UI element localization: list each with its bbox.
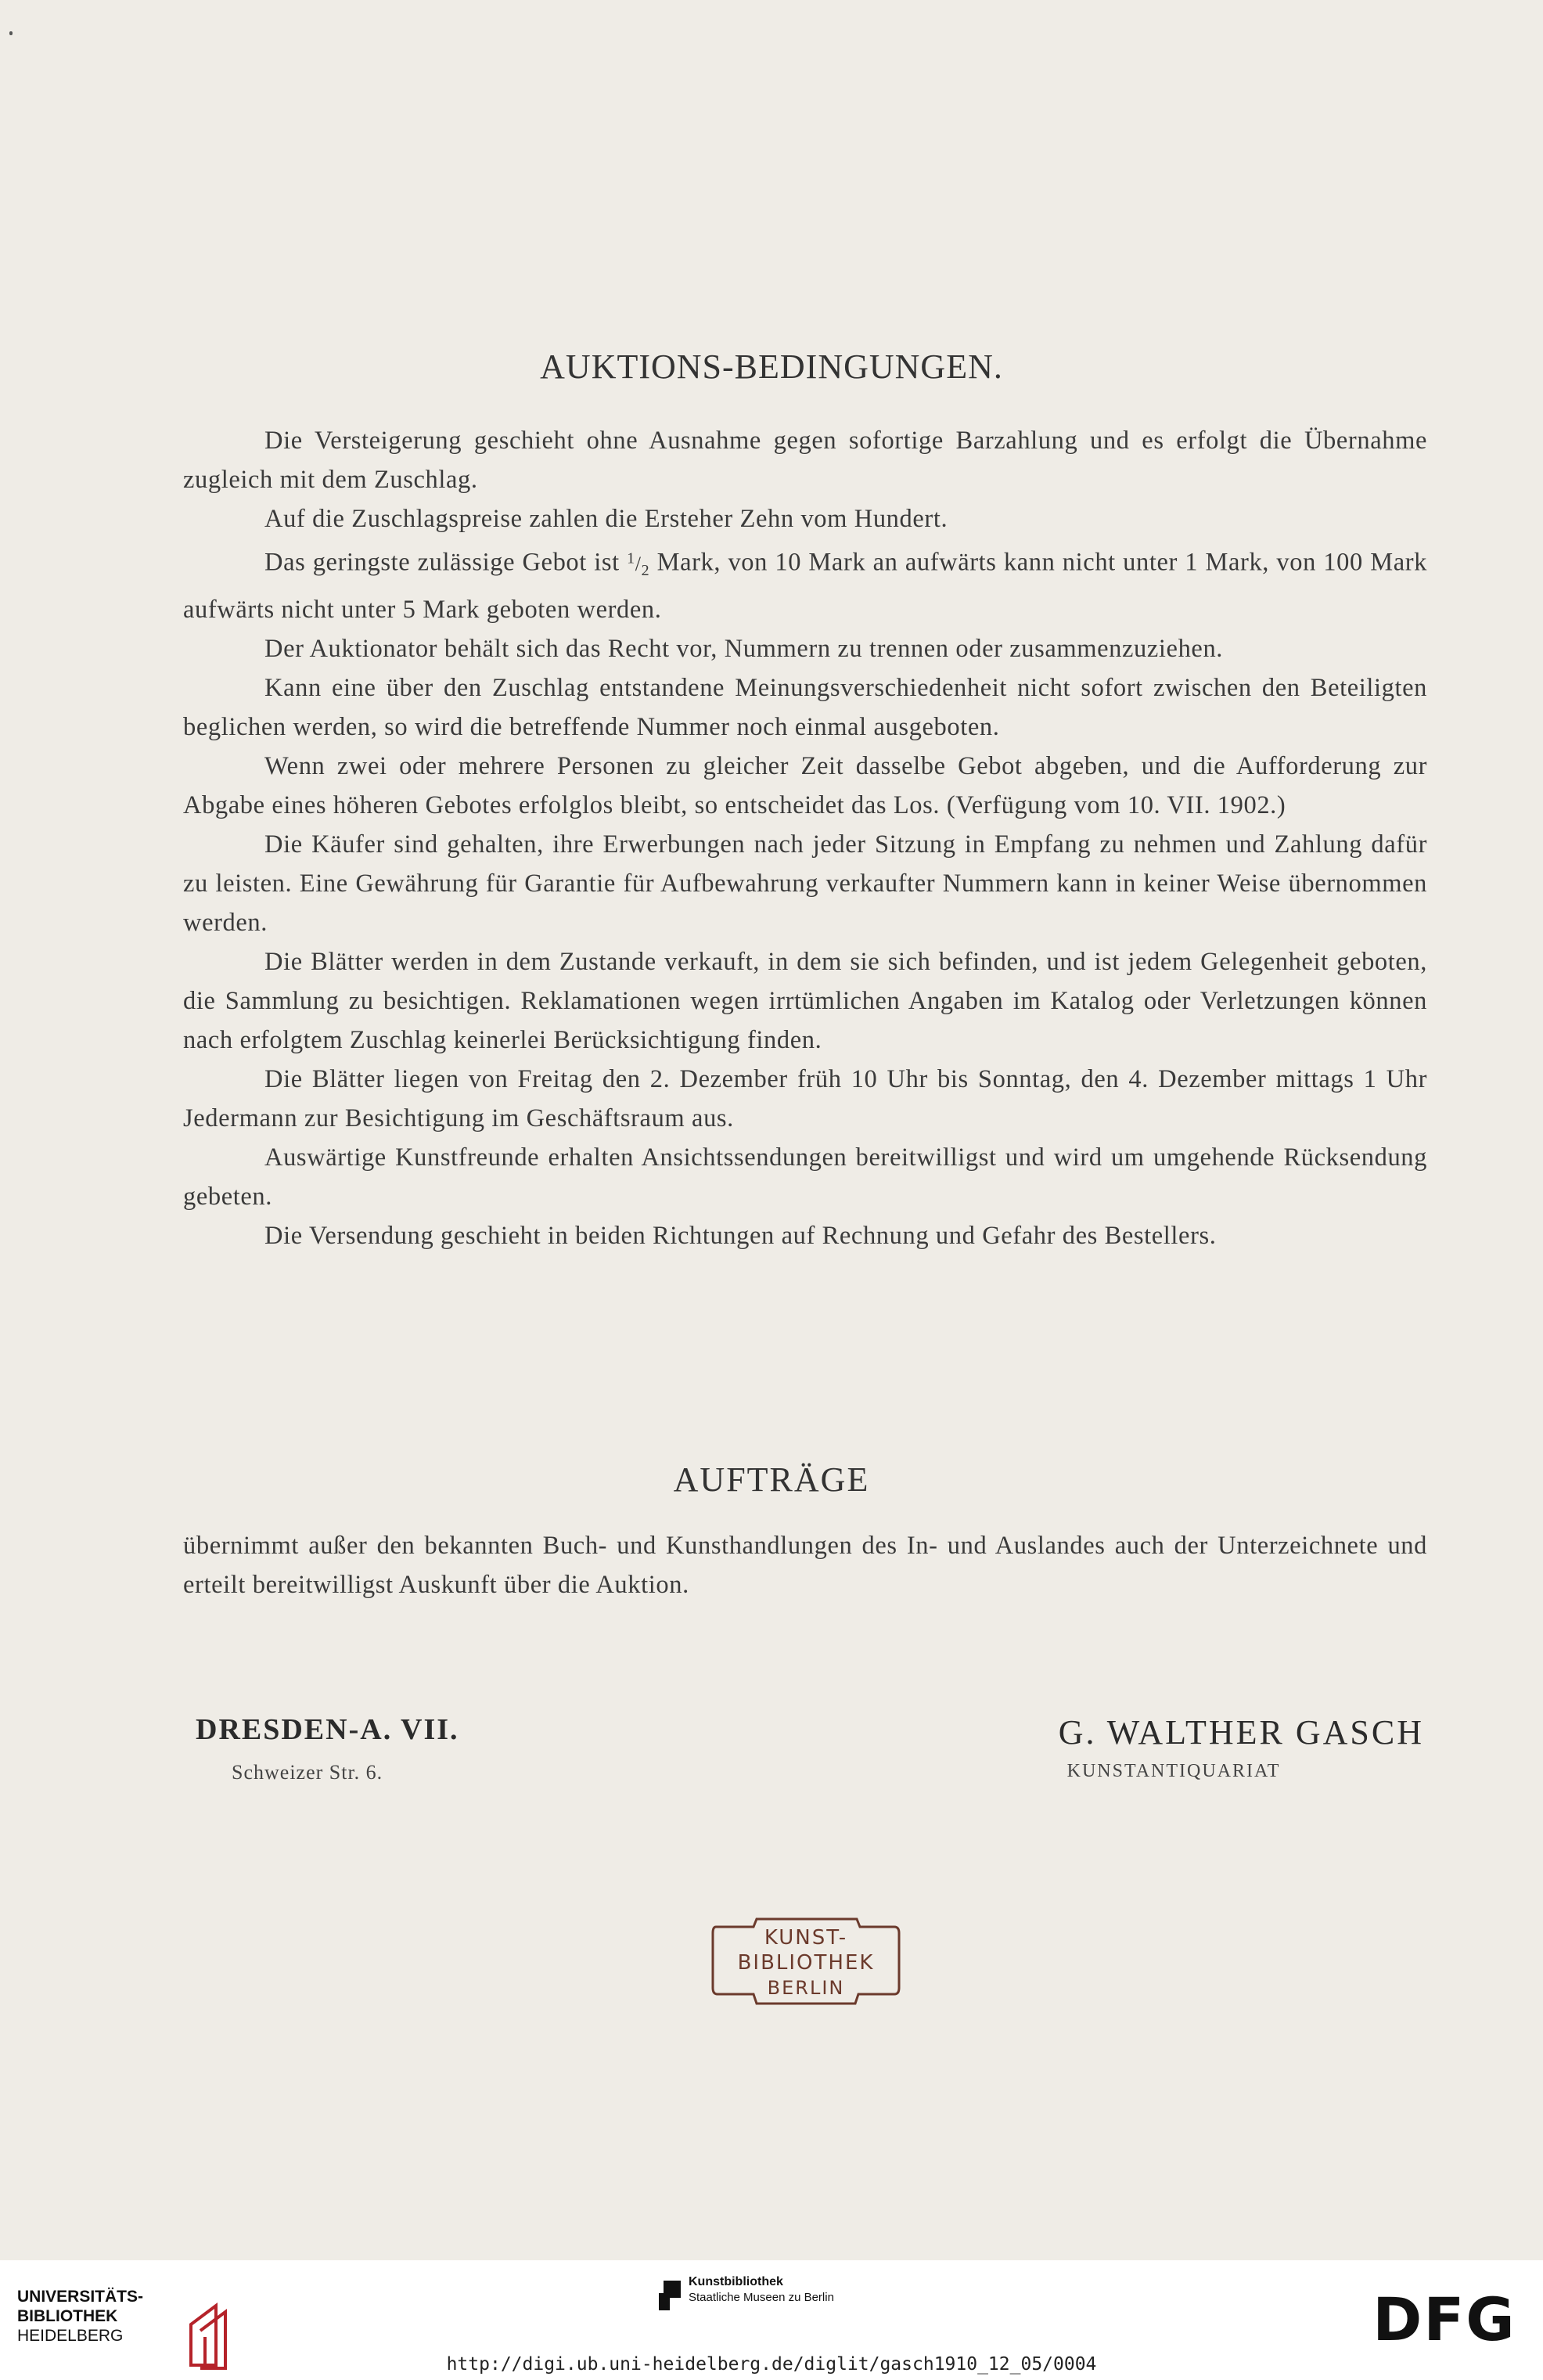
stamp-line-3: BERLIN	[767, 1977, 845, 1999]
svg-text:DFG: DFG	[1372, 2290, 1516, 2348]
scan-speck	[9, 31, 13, 35]
dfg-logo-icon[interactable]	[1368, 2290, 1521, 2348]
stamp-line-1: KUNST-	[764, 1926, 848, 1950]
paragraph-remote-buyers: Auswärtige Kunstfreunde erhalten Ansichtssendungen bereitwilligst und wird um umgehende Rücksendung gebeten.	[183, 1143, 1427, 1211]
paragraph-auctioneer-rights: Der Auktionator behält sich das Recht vor, Nummern zu trennen oder zusammenzuziehen.	[264, 634, 1224, 663]
paragraph-shipping: Die Versendung geschieht in beiden Richtungen auf Rechnung und Gefahr des Bestellers.	[264, 1221, 1217, 1250]
permalink-url[interactable]: http://digi.ub.uni-heidelberg.de/diglit/gasch1910_12_05/0004	[446, 2354, 1097, 2375]
kunstbibliothek-icon	[656, 2277, 684, 2313]
paragraph-disputes: Kann eine über den Zuschlag entstandene Meinungsverschiedenheit nicht sofort zwischen den Beteiligten beglichen werden, so wird die betreffende Nummer noch einmal ausgeboten.	[183, 673, 1427, 741]
paragraph-collection: Die Käufer sind gehalten, ihre Erwerbungen nach jeder Sitzung in Empfang zu nehmen und Zahlung dafür zu leisten. Eine Gewährung für Garantie für Aufbewahrung verkaufter Nummern kann in keiner Weise übernommen werden.	[183, 830, 1427, 937]
stamp-line-2: BIBLIOTHEK	[737, 1951, 875, 1975]
page-title: AUKTIONS-BEDINGUNGEN.	[540, 347, 1003, 386]
fraction-half: $^1/_2$	[627, 549, 650, 579]
paragraph-condition: Die Blätter werden in dem Zustande verkauft, in dem sie sich befinden, und ist jedem Gelegenheit geboten, die Sammlung zu besichtigen. Reklamationen wegen irrtümlichen Angaben im Katalog oder Verletzungen können nach erfolgtem Zuschlag keinerlei Berücksichtigung finden.	[183, 947, 1427, 1054]
ub-heidelberg-logo[interactable]: UNIVERSITÄTS- BIBLIOTHEK HEIDELBERG	[17, 2287, 221, 2357]
library-stamp	[708, 1913, 904, 2011]
paragraph-payment: Die Versteigerung geschieht ohne Ausnahme gegen sofortige Barzahlung und es erfolgt die Übernahme zugleich mit dem Zuschlag.	[183, 427, 1427, 494]
orders-text: übernimmt außer den bekannten Buch- und Kunsthandlungen des In- und Auslandes auch der Unterzeichnete und erteilt bereitwilligst Auskunft über die Auktion.	[183, 1532, 1427, 1599]
paragraph-viewing: Die Blätter liegen von Freitag den 2. Dezember früh 10 Uhr bis Sonntag, den 4. Dezember mittags 1 Uhr Jedermann zur Besichtigung im Geschäftsraum aus.	[183, 1064, 1427, 1132]
orders-heading: AUFTRÄGE	[673, 1460, 870, 1499]
firm-subtitle: KUNSTANTIQUARIAT	[1066, 1761, 1281, 1781]
paragraph-equal-bids: Wenn zwei oder mehrere Personen zu gleicher Zeit dasselbe Gebot abgeben, und die Aufforderung zur Abgabe eines höheren Gebotes erfolglos bleibt, so entscheidet das Los. (Verfügung vom 10. VII. 1902.)	[183, 751, 1427, 819]
paragraph-minimum-bid: Das geringste zulässige Gebot ist $^1/_2$ Mark, von 10 Mark an aufwärts kann nicht unter 1 Mark, von 100 Mark aufwärts nicht unter 5 Mark geboten werden.	[183, 548, 1428, 624]
digitization-footer	[0, 2260, 1543, 2380]
auction-conditions	[183, 421, 1427, 1255]
city-address: DRESDEN-A. VII.	[196, 1713, 459, 1746]
firm-name: G. WALTHER GASCH	[1058, 1713, 1424, 1752]
street-address: Schweizer Str. 6.	[232, 1761, 383, 1784]
kunstbibliothek-label[interactable]: Kunstbibliothek Staatliche Museen zu Berlin	[689, 2275, 834, 2304]
stamp-graphic	[708, 1913, 904, 2011]
paragraph-surcharge: Auf die Zuschlagspreise zahlen die Ersteher Zehn vom Hundert.	[264, 505, 948, 533]
